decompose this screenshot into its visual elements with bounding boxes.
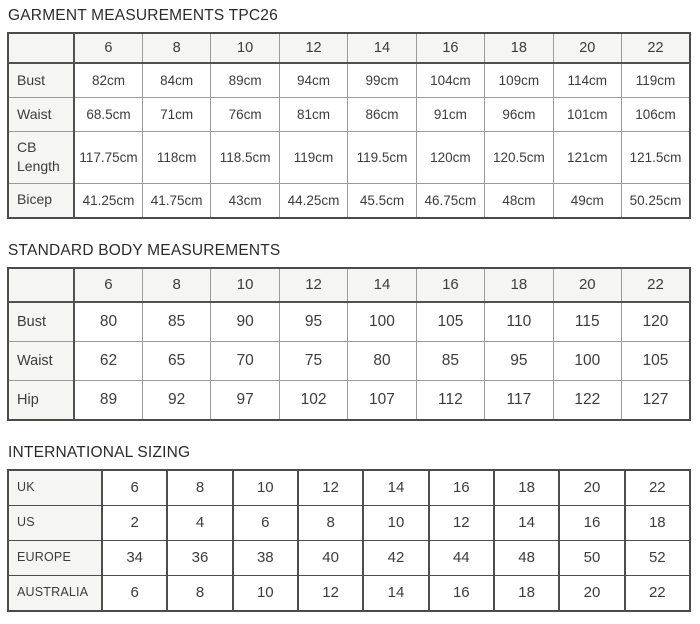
value-cell: 22 xyxy=(625,470,690,506)
table-row-europe xyxy=(8,540,690,575)
size-header-cell: 16 xyxy=(416,33,484,63)
value-cell: 34 xyxy=(102,540,167,575)
value-cell: 20 xyxy=(559,575,624,611)
value-cell: 117.75cm xyxy=(74,132,142,184)
value-cell: 65 xyxy=(142,341,210,380)
value-cell: 62 xyxy=(74,341,142,380)
size-header-cell: 20 xyxy=(553,33,621,63)
size-header-cell: 20 xyxy=(553,268,621,302)
table-body xyxy=(8,63,690,218)
row-label-cell: EUROPE xyxy=(8,540,102,575)
value-cell: 81cm xyxy=(279,98,347,132)
value-cell: 40 xyxy=(298,540,363,575)
row-label-cell: CB Length xyxy=(8,132,74,184)
size-header-cell: 14 xyxy=(348,33,416,63)
table-title: INTERNATIONAL SIZING xyxy=(8,443,191,461)
value-cell: 89cm xyxy=(211,63,279,98)
size-header-cell: 8 xyxy=(142,33,210,63)
value-cell: 97 xyxy=(211,380,279,420)
size-header-cell: 10 xyxy=(211,268,279,302)
value-cell: 105 xyxy=(416,302,484,342)
value-cell: 6 xyxy=(102,470,167,506)
value-cell: 90 xyxy=(211,302,279,342)
value-cell: 49cm xyxy=(553,183,621,218)
value-cell: 10 xyxy=(233,575,298,611)
table-row-bicep xyxy=(8,183,690,218)
value-cell: 52 xyxy=(625,540,690,575)
row-label-cell: Bicep xyxy=(8,183,74,218)
size-header-row xyxy=(8,33,690,63)
value-cell: 8 xyxy=(167,575,232,611)
value-cell: 44 xyxy=(429,540,494,575)
row-label-cell: Waist xyxy=(8,341,74,380)
size-header-cell: 6 xyxy=(74,33,142,63)
value-cell: 86cm xyxy=(348,98,416,132)
value-cell: 99cm xyxy=(348,63,416,98)
table-row-hip xyxy=(8,380,690,420)
value-cell: 101cm xyxy=(553,98,621,132)
value-cell: 115 xyxy=(553,302,621,342)
value-cell: 10 xyxy=(363,505,428,540)
value-cell: 105 xyxy=(622,341,691,380)
value-cell: 114cm xyxy=(553,63,621,98)
corner-cell xyxy=(8,33,74,63)
value-cell: 12 xyxy=(298,575,363,611)
value-cell: 127 xyxy=(622,380,691,420)
value-cell: 84cm xyxy=(142,63,210,98)
value-cell: 89 xyxy=(74,380,142,420)
value-cell: 91cm xyxy=(416,98,484,132)
value-cell: 48 xyxy=(494,540,559,575)
row-label-cell: Bust xyxy=(8,63,74,98)
value-cell: 68.5cm xyxy=(74,98,142,132)
size-header-cell: 14 xyxy=(348,268,416,302)
size-header-row-group xyxy=(8,268,690,302)
value-cell: 106cm xyxy=(622,98,691,132)
value-cell: 22 xyxy=(625,575,690,611)
row-label-cell: UK xyxy=(8,470,102,506)
value-cell: 16 xyxy=(429,470,494,506)
value-cell: 96cm xyxy=(485,98,553,132)
value-cell: 8 xyxy=(298,505,363,540)
value-cell: 118.5cm xyxy=(211,132,279,184)
value-cell: 14 xyxy=(363,470,428,506)
value-cell: 118cm xyxy=(142,132,210,184)
value-cell: 50.25cm xyxy=(622,183,691,218)
size-header-cell: 10 xyxy=(211,33,279,63)
value-cell: 43cm xyxy=(211,183,279,218)
table-row-waist xyxy=(8,98,690,132)
value-cell: 120 xyxy=(622,302,691,342)
table-row-uk xyxy=(8,470,690,506)
value-cell: 92 xyxy=(142,380,210,420)
garment-measurements-tpc26-section xyxy=(7,7,693,219)
standard-body-measurements-table xyxy=(7,267,691,421)
value-cell: 80 xyxy=(74,302,142,342)
size-header-row xyxy=(8,268,690,302)
table-body xyxy=(8,470,690,611)
value-cell: 71cm xyxy=(142,98,210,132)
value-cell: 112 xyxy=(416,380,484,420)
value-cell: 85 xyxy=(416,341,484,380)
value-cell: 10 xyxy=(233,470,298,506)
value-cell: 110 xyxy=(485,302,553,342)
value-cell: 122 xyxy=(553,380,621,420)
size-header-cell: 6 xyxy=(74,268,142,302)
corner-cell xyxy=(8,268,74,302)
value-cell: 4 xyxy=(167,505,232,540)
value-cell: 6 xyxy=(102,575,167,611)
international-sizing-table xyxy=(7,469,691,612)
size-header-cell: 12 xyxy=(279,268,347,302)
value-cell: 8 xyxy=(167,470,232,506)
value-cell: 14 xyxy=(494,505,559,540)
value-cell: 16 xyxy=(429,575,494,611)
value-cell: 2 xyxy=(102,505,167,540)
table-row-cb-length xyxy=(8,132,690,184)
value-cell: 102 xyxy=(279,380,347,420)
value-cell: 12 xyxy=(429,505,494,540)
table-row-australia xyxy=(8,575,690,611)
garment-measurements-tpc26-table xyxy=(7,32,691,219)
value-cell: 117 xyxy=(485,380,553,420)
value-cell: 6 xyxy=(233,505,298,540)
table-title: STANDARD BODY MEASUREMENTS xyxy=(8,241,281,259)
value-cell: 18 xyxy=(625,505,690,540)
table-body xyxy=(8,302,690,420)
value-cell: 41.75cm xyxy=(142,183,210,218)
size-header-row-group xyxy=(8,33,690,63)
value-cell: 85 xyxy=(142,302,210,342)
value-cell: 120.5cm xyxy=(485,132,553,184)
value-cell: 76cm xyxy=(211,98,279,132)
table-row-bust xyxy=(8,302,690,342)
value-cell: 95 xyxy=(279,302,347,342)
value-cell: 75 xyxy=(279,341,347,380)
size-header-cell: 22 xyxy=(622,268,691,302)
value-cell: 95 xyxy=(485,341,553,380)
size-header-cell: 22 xyxy=(622,33,691,63)
value-cell: 48cm xyxy=(485,183,553,218)
tables-container xyxy=(7,7,693,612)
row-label-cell: Bust xyxy=(8,302,74,342)
row-label-cell: US xyxy=(8,505,102,540)
size-header-cell: 16 xyxy=(416,268,484,302)
value-cell: 44.25cm xyxy=(279,183,347,218)
value-cell: 119cm xyxy=(622,63,691,98)
international-sizing-section xyxy=(7,444,693,612)
table-row-bust xyxy=(8,63,690,98)
value-cell: 41.25cm xyxy=(74,183,142,218)
value-cell: 46.75cm xyxy=(416,183,484,218)
size-header-cell: 8 xyxy=(142,268,210,302)
value-cell: 107 xyxy=(348,380,416,420)
value-cell: 104cm xyxy=(416,63,484,98)
value-cell: 100 xyxy=(348,302,416,342)
row-label-cell: AUSTRALIA xyxy=(8,575,102,611)
value-cell: 42 xyxy=(363,540,428,575)
table-title: GARMENT MEASUREMENTS TPC26 xyxy=(8,7,278,24)
value-cell: 18 xyxy=(494,470,559,506)
value-cell: 38 xyxy=(233,540,298,575)
value-cell: 12 xyxy=(298,470,363,506)
value-cell: 100 xyxy=(553,341,621,380)
table-row-us xyxy=(8,505,690,540)
value-cell: 14 xyxy=(363,575,428,611)
value-cell: 45.5cm xyxy=(348,183,416,218)
size-header-cell: 12 xyxy=(279,33,347,63)
value-cell: 119.5cm xyxy=(348,132,416,184)
value-cell: 70 xyxy=(211,341,279,380)
value-cell: 121.5cm xyxy=(622,132,691,184)
value-cell: 82cm xyxy=(74,63,142,98)
size-header-cell: 18 xyxy=(485,268,553,302)
value-cell: 20 xyxy=(559,470,624,506)
size-header-cell: 18 xyxy=(485,33,553,63)
value-cell: 50 xyxy=(559,540,624,575)
value-cell: 94cm xyxy=(279,63,347,98)
value-cell: 120cm xyxy=(416,132,484,184)
value-cell: 36 xyxy=(167,540,232,575)
value-cell: 119cm xyxy=(279,132,347,184)
table-row-waist xyxy=(8,341,690,380)
value-cell: 121cm xyxy=(553,132,621,184)
value-cell: 18 xyxy=(494,575,559,611)
value-cell: 16 xyxy=(559,505,624,540)
row-label-cell: Waist xyxy=(8,98,74,132)
value-cell: 80 xyxy=(348,341,416,380)
standard-body-measurements-section xyxy=(7,242,693,421)
value-cell: 109cm xyxy=(485,63,553,98)
row-label-cell: Hip xyxy=(8,380,74,420)
